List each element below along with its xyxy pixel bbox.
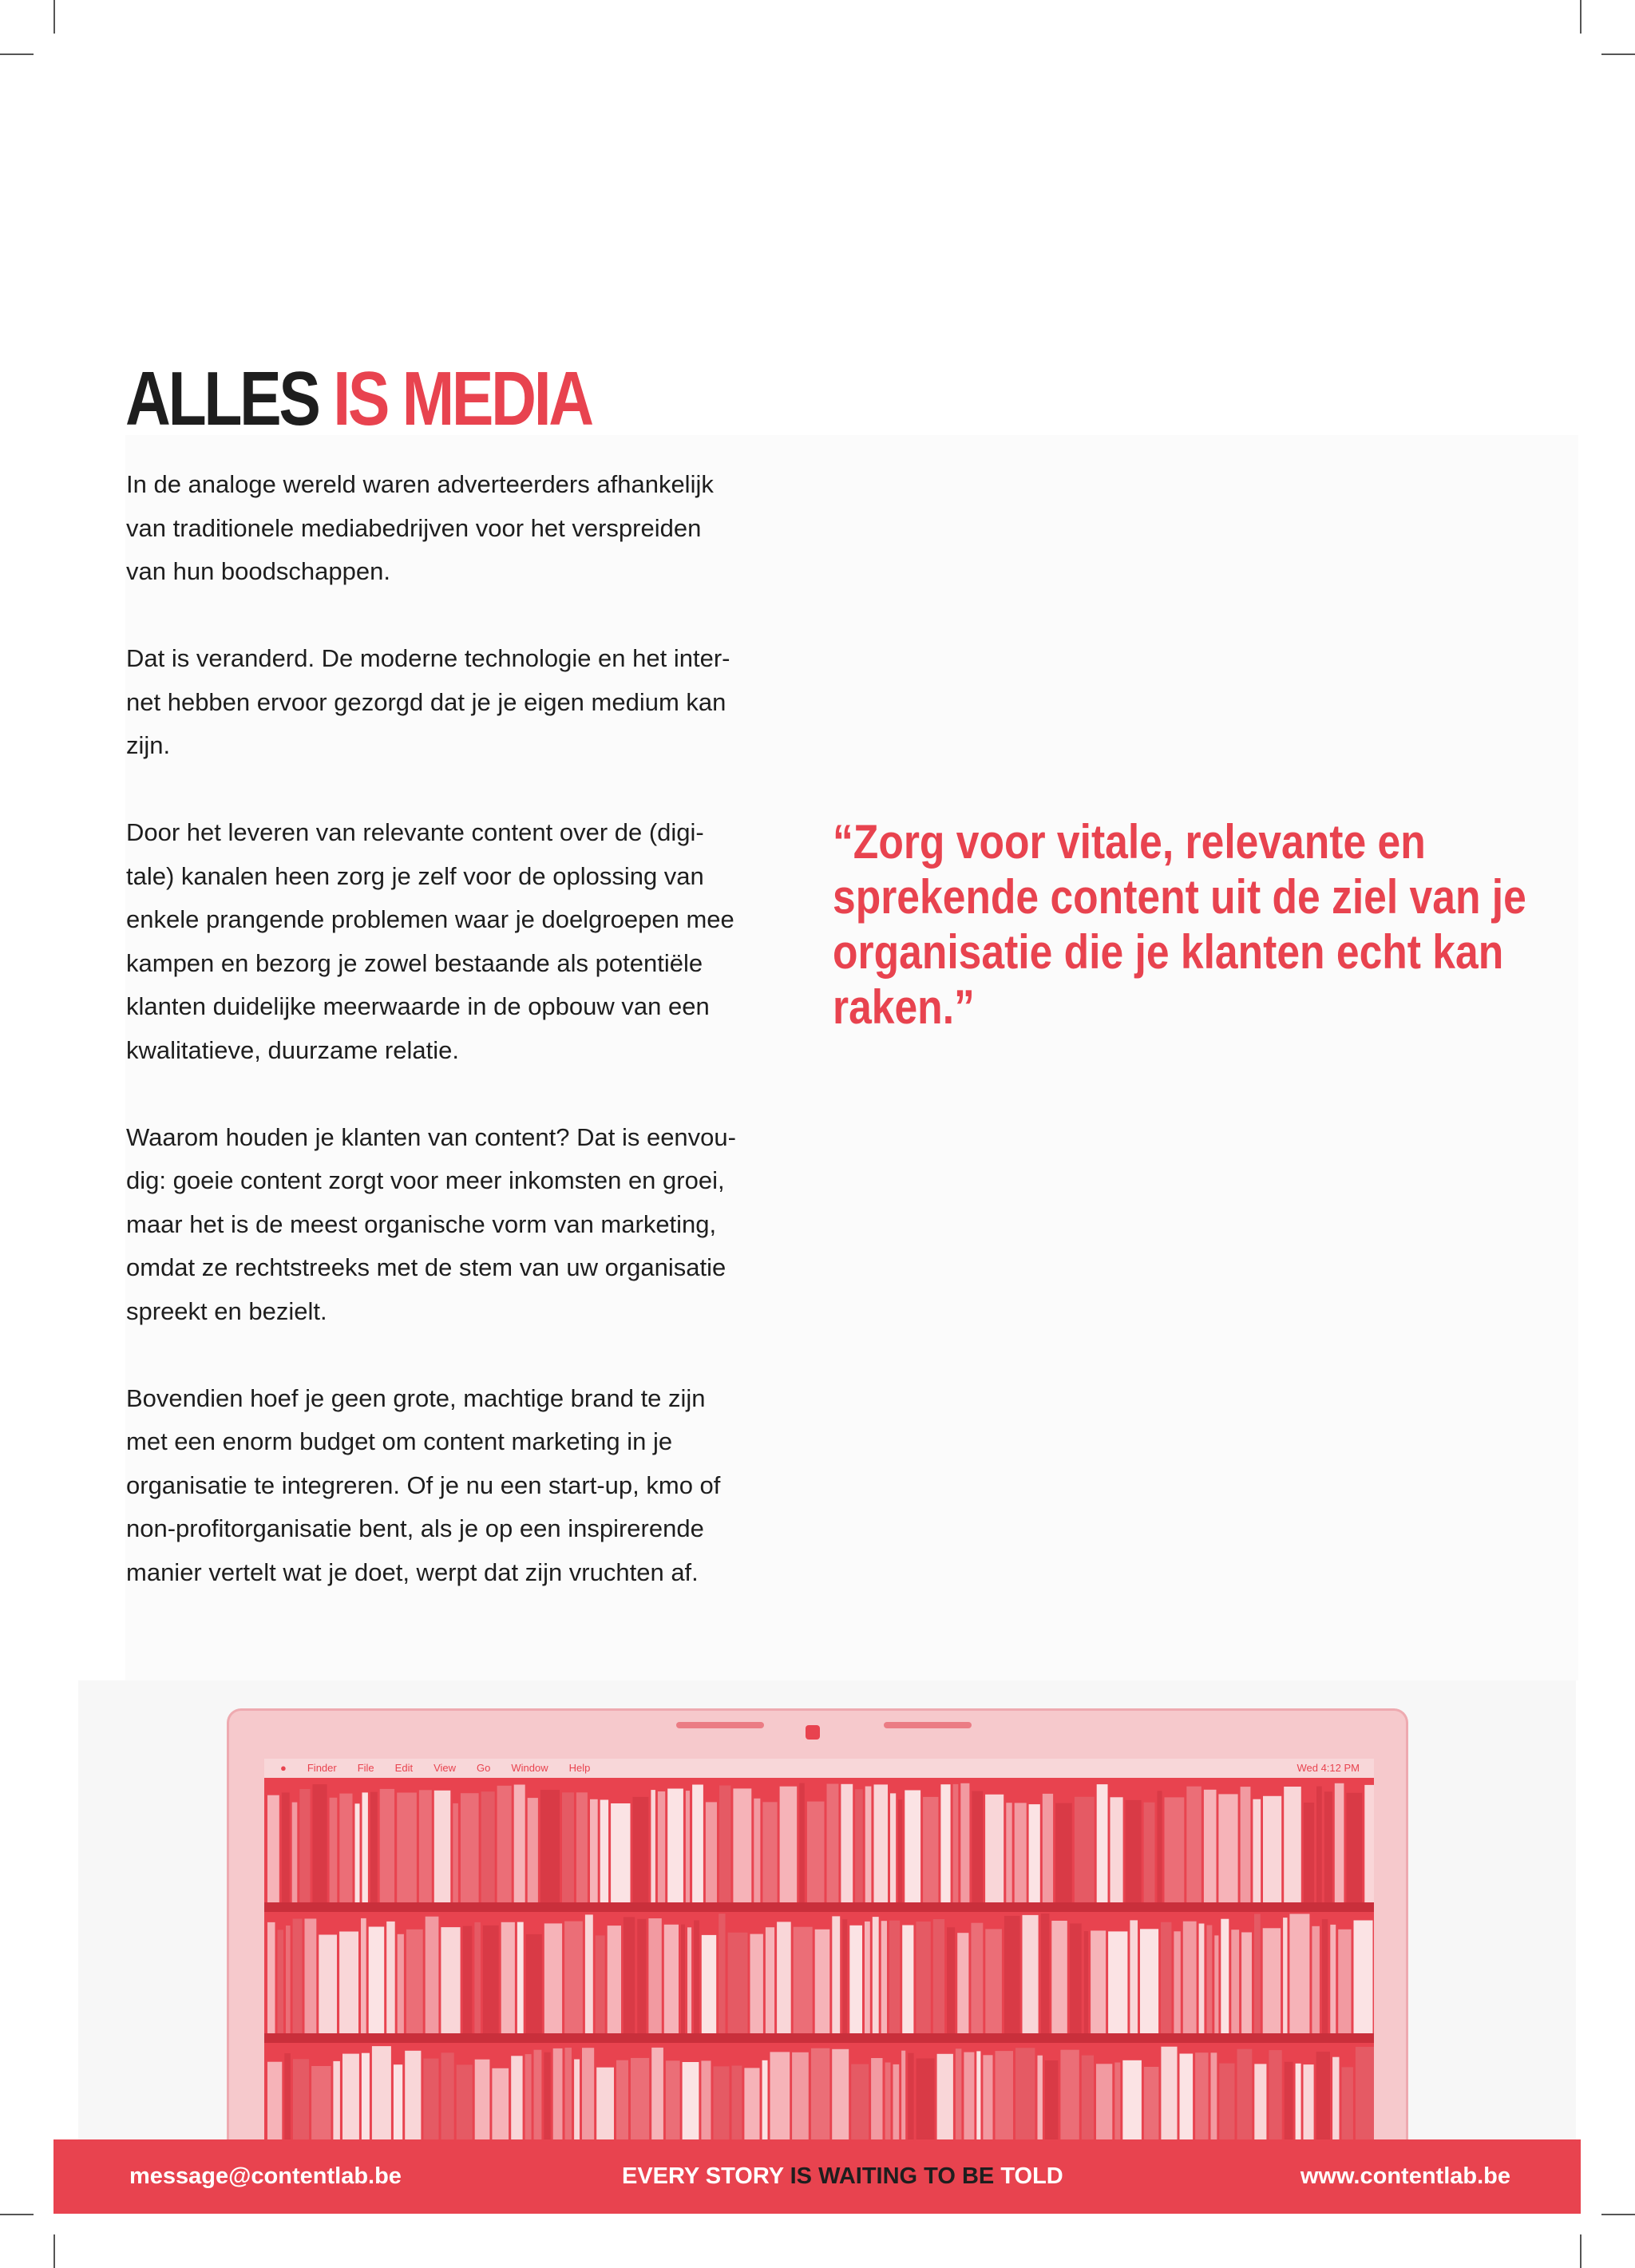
book-spine xyxy=(330,1798,338,1902)
book-spine xyxy=(282,1792,290,1902)
text-line: Door het leveren van relevante content over de (digi- xyxy=(126,818,704,846)
book-spine xyxy=(687,1927,691,2033)
book-spine xyxy=(286,1926,291,2033)
menu-item: File xyxy=(357,1762,374,1774)
book-spine xyxy=(766,1927,774,2033)
text-line: spreekt en bezielt. xyxy=(126,1296,327,1325)
text-line: met een enorm budget om content marketing in je xyxy=(126,1427,673,1455)
book-spine xyxy=(681,1925,685,2033)
book-spine xyxy=(1158,1791,1162,1902)
book-spine xyxy=(865,1922,870,2033)
paragraph xyxy=(126,1377,781,1595)
book-spine xyxy=(461,1793,479,1902)
book-spine xyxy=(267,1922,275,2033)
book-spine xyxy=(369,1927,385,2034)
book-spine xyxy=(1221,1919,1229,2033)
book-spine xyxy=(526,1934,542,2033)
book-spine xyxy=(719,1914,725,2033)
book-spine xyxy=(1214,1935,1218,2033)
book-spine xyxy=(608,1926,621,2033)
footer-email[interactable]: message@contentlab.be xyxy=(129,2163,402,2189)
book-spine xyxy=(855,1789,863,1902)
book-spine xyxy=(898,1799,902,1902)
book-spine xyxy=(841,1784,853,1902)
book-spine xyxy=(1364,1785,1374,1902)
book-spine xyxy=(889,1921,900,2033)
book-spine xyxy=(902,1926,913,2034)
book-spine xyxy=(419,1790,432,1902)
book-spine xyxy=(1241,1787,1251,1902)
book-spine xyxy=(777,1922,791,2033)
book-spine xyxy=(361,1918,366,2033)
title-dark: ALLES xyxy=(125,356,319,441)
book-spine xyxy=(799,1783,805,1902)
text-line: maar het is de meest organische vorm van marketing, xyxy=(126,1209,717,1238)
book-spine xyxy=(972,1791,983,1902)
book-spine xyxy=(380,1789,394,1902)
quote-line: sprekende content uit de ziel van je xyxy=(833,870,1526,924)
book-spine xyxy=(1284,1787,1301,1902)
apple-icon: ● xyxy=(280,1762,287,1774)
book-spine xyxy=(667,1789,683,1903)
book-spine xyxy=(278,1930,284,2033)
book-spine xyxy=(544,1923,562,2033)
book-spine xyxy=(694,1921,699,2034)
book-spine xyxy=(1144,1803,1155,1902)
book-spine xyxy=(474,1922,481,2033)
paragraph xyxy=(126,811,781,1072)
book-spine xyxy=(985,1795,1004,1902)
book-spine xyxy=(905,1791,920,1903)
text-line: zijn. xyxy=(126,731,171,759)
book-spine xyxy=(397,1793,417,1903)
book-spine xyxy=(947,1927,955,2033)
book-spine xyxy=(658,1791,665,1902)
book-spine xyxy=(849,1926,862,2033)
book-spine xyxy=(1338,1930,1351,2033)
laptop-image xyxy=(227,1708,1408,2155)
text-line: net hebben ervoor gezorgd dat je je eigen medium kan xyxy=(126,687,726,716)
book-spine xyxy=(370,1792,378,1902)
book-spine xyxy=(780,1787,798,1902)
quote-line: “Zorg voor vitale, relevante en xyxy=(833,815,1426,869)
menu-item: Go xyxy=(477,1762,491,1774)
book-spine xyxy=(890,1793,896,1902)
title-accent: IS MEDIA xyxy=(333,356,592,441)
book-spine xyxy=(483,1926,499,2033)
book-spine xyxy=(1006,1803,1011,1902)
book-spine xyxy=(1004,1916,1020,2033)
book-spine xyxy=(733,1788,751,1902)
book-spine xyxy=(1335,1783,1344,1902)
book-spine xyxy=(874,1784,889,1902)
book-spine xyxy=(514,1785,525,1903)
book-spine xyxy=(611,1803,630,1902)
book-spine xyxy=(794,1927,813,2033)
book-spine xyxy=(1075,1797,1095,1902)
book-spine xyxy=(463,1926,473,2033)
book-spine xyxy=(706,1802,717,1902)
book-spine xyxy=(953,1784,959,1902)
slogan-part: TOLD xyxy=(1000,2163,1063,2189)
menu-item: Window xyxy=(511,1762,548,1774)
book-spine xyxy=(1186,1787,1202,1902)
book-spine xyxy=(1097,1784,1108,1902)
book-spine xyxy=(651,1790,655,1902)
book-spine xyxy=(1091,1930,1106,2033)
book-spine xyxy=(923,1797,938,1902)
book-spine xyxy=(1322,1919,1328,2033)
quote-line: raken.” xyxy=(833,980,975,1034)
book-spine xyxy=(1354,1921,1373,2034)
crop-mark xyxy=(1601,2214,1635,2215)
paragraph xyxy=(126,637,781,768)
book-spine xyxy=(1084,1931,1088,2033)
book-spine xyxy=(434,1791,451,1902)
book-spine xyxy=(1316,1787,1322,1902)
menu-item: View xyxy=(433,1762,457,1774)
book-spine xyxy=(971,1923,983,2033)
book-spine xyxy=(501,1922,515,2033)
book-spine xyxy=(1324,1791,1332,1902)
book-spine xyxy=(1015,1803,1027,1902)
camera-icon xyxy=(806,1725,820,1740)
book-spine xyxy=(1254,1914,1261,2033)
pull-quote xyxy=(833,814,1526,1035)
book-spine xyxy=(576,1792,588,1902)
text-line: Waarom houden je klanten van content? Dat is eenvou- xyxy=(126,1122,736,1151)
text-line: van traditionele mediabedrijven voor het verspreiden xyxy=(126,513,702,542)
book-spine xyxy=(517,1922,524,2033)
book-spine xyxy=(807,1802,825,1902)
text-line: kwalitatieve, duurzame relatie. xyxy=(126,1035,459,1064)
text-line: non-profitorganisatie bent, als je op een inspirerende xyxy=(126,1514,704,1542)
book-spine xyxy=(1051,1921,1067,2033)
book-spine xyxy=(339,1794,352,1902)
footer-slogan xyxy=(622,2163,1063,2190)
book-spine xyxy=(832,1916,840,2033)
book-spine xyxy=(827,1784,839,1903)
crop-mark xyxy=(1580,2234,1582,2268)
crop-mark xyxy=(53,2234,55,2268)
book-spine xyxy=(1161,1922,1171,2033)
book-spine xyxy=(293,1919,303,2034)
menu-item: Finder xyxy=(307,1762,337,1774)
book-spine xyxy=(1041,1914,1050,2033)
book-spine xyxy=(481,1791,495,1902)
book-spine xyxy=(719,1786,730,1903)
book-spine xyxy=(1289,1914,1309,2033)
book-spine xyxy=(1263,1796,1281,1902)
book-spine xyxy=(267,1795,279,1902)
text-line: omdat ze rechtstreeks met de stem van uw organisatie xyxy=(126,1253,726,1281)
book-spine xyxy=(1330,1925,1336,2033)
book-spine xyxy=(305,1918,317,2033)
book-spine xyxy=(648,1918,661,2033)
footer-bar xyxy=(53,2139,1581,2214)
crop-mark xyxy=(1580,0,1582,34)
book-spine xyxy=(1207,1926,1213,2034)
book-spine xyxy=(815,1930,830,2033)
book-spine xyxy=(1055,1803,1072,1902)
book-spine xyxy=(702,1935,716,2033)
book-spine xyxy=(292,1803,298,1902)
book-spine xyxy=(1204,1790,1217,1902)
text-line: Bovendien hoef je geen grote, machtige brand te zijn xyxy=(126,1383,706,1412)
book-spine xyxy=(1043,1794,1053,1902)
book-spine xyxy=(1283,1918,1287,2033)
book-spine xyxy=(865,1787,872,1902)
book-spine xyxy=(985,1929,1002,2033)
text-line: manier vertelt wat je doet, werpt dat zijn vruchten af. xyxy=(126,1558,699,1586)
book-spine xyxy=(590,1799,598,1902)
book-spine xyxy=(1140,1929,1158,2033)
book-spine xyxy=(1304,1803,1314,1902)
text-line: kampen en bezorg je zowel bestaande als potentiële xyxy=(126,948,703,977)
book-spine xyxy=(873,1917,879,2033)
book-spine xyxy=(1070,1923,1082,2033)
crop-mark xyxy=(0,2214,34,2215)
book-spine xyxy=(1199,1924,1205,2034)
book-spine xyxy=(1165,1797,1185,1902)
book-spine xyxy=(441,1927,460,2033)
book-spine xyxy=(728,1933,748,2033)
book-spine xyxy=(355,1803,360,1902)
book-spine xyxy=(692,1785,703,1903)
book-spine xyxy=(406,1930,423,2033)
book-spine xyxy=(398,1934,404,2033)
book-spine xyxy=(1110,1797,1123,1902)
laptop-hinge xyxy=(676,1722,764,1728)
menubar-items xyxy=(280,1762,590,1774)
text-line: dig: goeie content zorgt voor meer inkomsten en groei, xyxy=(126,1166,725,1194)
book-spine xyxy=(1241,1933,1252,2034)
book-spine xyxy=(1130,1920,1138,2033)
book-spine xyxy=(940,1784,950,1902)
book-spine xyxy=(881,1921,887,2033)
text-line: van hun boodschappen. xyxy=(126,557,390,585)
book-spine xyxy=(1263,1928,1281,2033)
book-spine xyxy=(1029,1804,1040,1902)
book-spine xyxy=(916,1922,930,2033)
paragraph xyxy=(126,463,781,594)
book-spine xyxy=(528,1798,538,1902)
os-menubar xyxy=(264,1759,1374,1778)
book-spine xyxy=(1253,1799,1261,1902)
text-line: klanten duidelijke meerwaarde in de opbouw van een xyxy=(126,992,710,1020)
menubar-clock: Wed 4:12 PM xyxy=(1297,1762,1360,1774)
text-line: enkele prangende problemen waar je doelgroepen mee xyxy=(126,905,734,933)
menu-item: Edit xyxy=(394,1762,414,1774)
book-spine xyxy=(319,1935,337,2034)
menu-item: Help xyxy=(568,1762,591,1774)
book-spine xyxy=(1231,1930,1239,2033)
book-spine xyxy=(453,1803,458,1902)
slogan-part: EVERY STORY xyxy=(622,2163,784,2189)
book-spine xyxy=(386,1922,395,2033)
paragraph xyxy=(126,1116,781,1334)
bookshelf-image xyxy=(264,1778,1374,2158)
book-spine xyxy=(933,1919,944,2033)
text-line: In de analoge wereld waren adverteerders afhankelijk xyxy=(126,470,714,498)
text-line: Dat is veranderd. De moderne technologie en het inter- xyxy=(126,644,730,672)
laptop-screen xyxy=(264,1759,1374,2158)
book-spine xyxy=(1347,1793,1363,1902)
text-line: organisatie te integreren. Of je nu een start-up, kmo of xyxy=(126,1470,721,1499)
book-spine xyxy=(633,1797,649,1902)
book-spine xyxy=(313,1784,327,1902)
book-spine xyxy=(1174,1931,1180,2033)
book-spine xyxy=(564,1922,583,2033)
book-spine xyxy=(362,1792,368,1902)
book-spine xyxy=(762,1802,777,1902)
crop-mark xyxy=(1601,53,1635,55)
book-spine xyxy=(600,1800,608,1903)
crop-mark xyxy=(53,0,55,34)
text-line: tale) kanalen heen zorg je zelf voor de oplossing van xyxy=(126,861,704,890)
book-spine xyxy=(1023,1915,1039,2033)
quote-line: organisatie die je klanten echt kan xyxy=(833,925,1504,979)
book-spine xyxy=(957,1933,968,2033)
body-text xyxy=(126,463,781,1638)
book-spine xyxy=(637,1919,646,2033)
book-spine xyxy=(339,1932,358,2034)
book-spine xyxy=(754,1799,760,1902)
shelf-board xyxy=(264,2033,1374,2043)
book-spine xyxy=(1108,1931,1127,2033)
crop-mark xyxy=(0,53,34,55)
book-spine xyxy=(596,1935,605,2033)
book-spine xyxy=(842,1919,847,2033)
footer-website[interactable]: www.contentlab.be xyxy=(1300,2163,1510,2189)
book-spine xyxy=(1312,1926,1320,2033)
shelf-board xyxy=(264,1902,1374,1912)
book-spine xyxy=(960,1783,969,1902)
page-title xyxy=(125,355,592,443)
book-spine xyxy=(624,1917,635,2033)
book-spine xyxy=(1126,1800,1142,1902)
book-spine xyxy=(1218,1794,1237,1902)
book-spine xyxy=(1183,1922,1197,2033)
book-spine xyxy=(497,1786,512,1902)
laptop-hinge xyxy=(884,1722,972,1728)
book-spine xyxy=(426,1917,439,2033)
book-spine xyxy=(562,1792,574,1902)
book-spine xyxy=(540,1790,560,1902)
book-spine xyxy=(686,1791,690,1902)
book-spine xyxy=(664,1925,679,2033)
book-spine xyxy=(299,1789,310,1902)
book-spine xyxy=(585,1914,593,2033)
slogan-part: IS WAITING TO BE xyxy=(790,2163,995,2189)
book-spine xyxy=(750,1934,763,2033)
